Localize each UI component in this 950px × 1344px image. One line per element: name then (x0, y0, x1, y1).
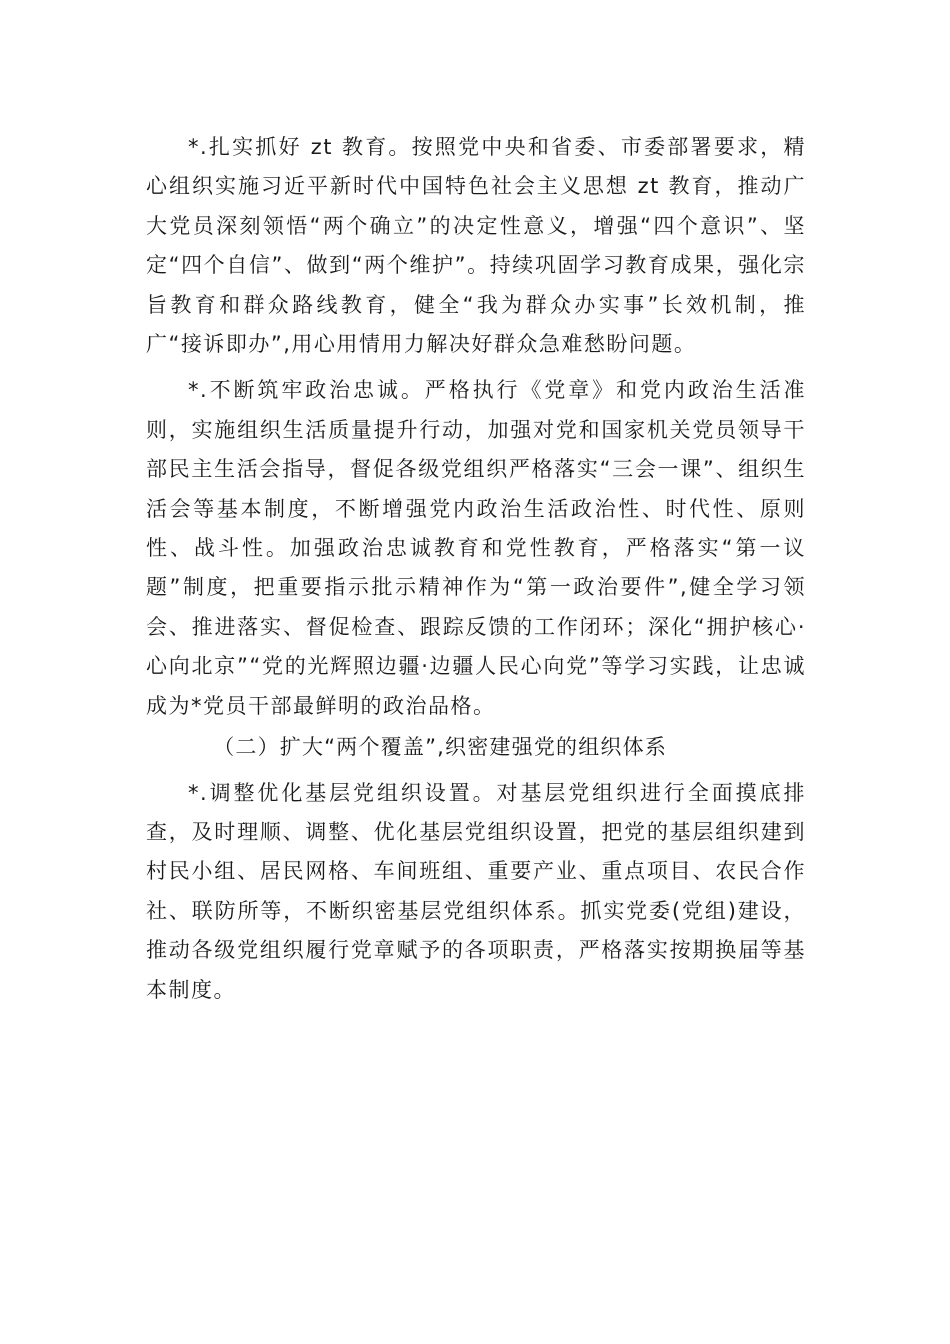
paragraph-study-education: *.扎实抓好 zt 教育。按照党中央和省委、市委部署要求，精心组织实施习近平新时代中国特色社会主义思想 zt 教育，推动广大党员深刻领悟“两个确立”的决定性意义，增强“四个意识”、坚定“四个自信”、做到“两个维护”。持续巩固学习教育成果，强化宗旨教育和群众路线教育，健全“我为群众办实事”长效机制，推广“接诉即办”,用心用情用力解决好群众急难愁盼问题。 (146, 135, 806, 357)
document-body (146, 128, 806, 1010)
paragraph-political-loyalty: *.不断筑牢政治忠诚。严格执行《党章》和党内政治生活准则，实施组织生活质量提升行动，加强对党和国家机关党员领导干部民主生活会指导，督促各级党组织严格落实“三会一课”、组织生活会等基本制度，不断增强党内政治生活政治性、时代性、原则性、战斗性。加强政治忠诚教育和党性教育，严格落实“第一议题”制度，把重要指示批示精神作为“第一政治要件”,健全学习领会、推进落实、督促检查、跟踪反馈的工作闭环；深化“拥护核心·心向北京”“党的光辉照边疆·边疆人民心向党”等学习实践，让忠诚成为*党员干部最鲜明的政治品格。 (146, 378, 806, 718)
paragraph-organization-setup: *.调整优化基层党组织设置。对基层党组织进行全面摸底排查，及时理顺、调整、优化基层党组织设置，把党的基层组织建到村民小组、居民网格、车间班组、重要产业、重点项目、农民合作社、联防所等，不断织密基层党组织体系。抓实党委(党组)建设，推动各级党组织履行党章赋予的各项职责，严格落实按期换届等基本制度。 (146, 780, 806, 1002)
section-heading: （二）扩大“两个覆盖”,织密建强党的组织体系 (213, 735, 668, 760)
